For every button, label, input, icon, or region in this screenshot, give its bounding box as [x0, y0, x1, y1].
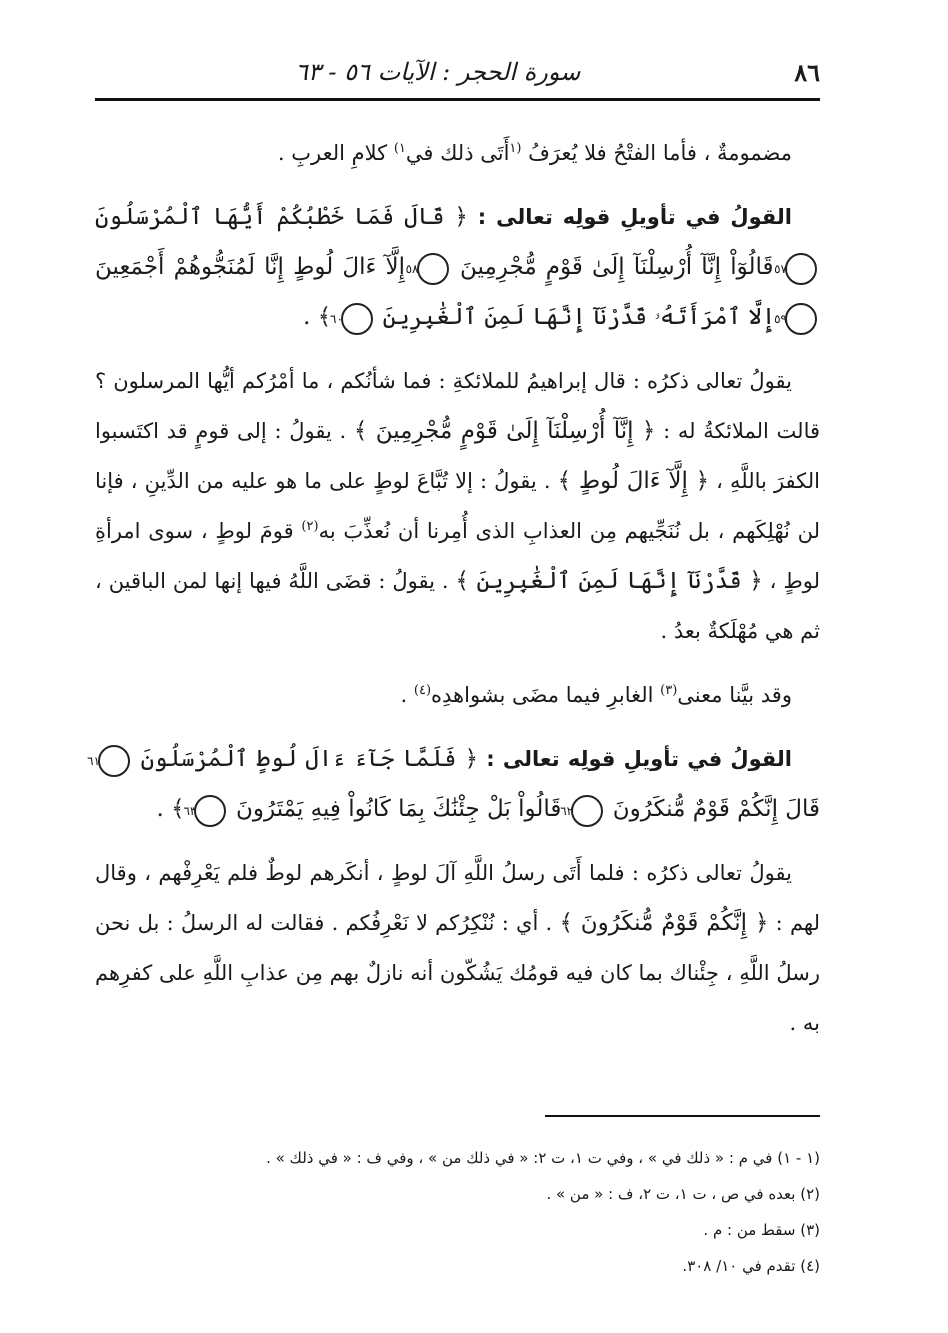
- quran-verse: إِلَّا ٱمْرَأَتَهُۥ قَدَّرْنَآ إِنَّهَا لَمِنَ ٱلْغَٰبِرِينَ: [382, 304, 776, 330]
- footnote-2: (٢) بعده في ص ، ت ١، ت ٢، ف : « من » .: [546, 1185, 820, 1203]
- quran-quote: ﴿ قَدَّرْنَآ إِنَّهَا لَمِنَ ٱلْغَٰبِرِينَ ﴾: [455, 568, 763, 594]
- paragraph-5: [87, 734, 820, 834]
- footnote-4: (٤) تقدم في ١٠/ ٣٠٨.: [682, 1257, 820, 1275]
- running-title: سورة الحجر : الآيات ٥٦ - ٦٣: [295, 58, 581, 86]
- page-number: ٨٦: [794, 57, 820, 87]
- paragraph-6: [95, 848, 820, 1048]
- text-run: يقولُ تعالى ذكرُه : قال إبراهيمُ للملائكةِ : فما شأنُكم ، ما أمْرُكم أيُّها المرسلون ؟ قالت الملائكةُ له :: [95, 369, 821, 443]
- text-run: كلامِ العربِ .: [277, 141, 394, 165]
- text-run: وقد بيَّنا معنى: [677, 683, 792, 707]
- quran-verse: إِلَّآ ءَالَ لُوطٍ إِنَّا لَمُنَجُّوهُمْ أَجْمَعِينَ: [95, 254, 405, 280]
- quran-verse: قَالُوٓاْ إِنَّآ أُرْسِلْنَآ إِلَىٰ قَوْمٍ مُّجْرِمِينَ: [460, 254, 774, 280]
- main-text: [87, 128, 821, 1048]
- quran-quote: ﴿ إِلَّآ ءَالَ لُوطٍ ﴾: [557, 468, 710, 494]
- paragraph-3: [95, 356, 820, 656]
- quran-bracket: ﴾ .: [303, 304, 332, 330]
- text-run: .: [400, 683, 414, 707]
- page-header: [95, 52, 820, 92]
- paragraph-1: [95, 128, 820, 178]
- footnote-3: (٣) سقط من : م .: [703, 1221, 820, 1239]
- footnote-ref: (٢): [301, 519, 319, 534]
- text-run: الغابرِ فيما مضَى بشواهدِه: [431, 683, 661, 707]
- paragraph-4: [95, 670, 820, 720]
- footnote-ref: ١): [393, 141, 406, 156]
- text-run: أَتَى ذلك في: [405, 141, 510, 165]
- footnote-rule: [545, 1115, 820, 1117]
- section-lead: القولُ في تأويلِ قولِه تعالى :: [467, 205, 792, 229]
- text-run: . يقولُ : إلى قومٍ قد اكتَسبوا الكفرَ باللَّهِ ،: [95, 419, 821, 493]
- text-run: يقولُ تعالى ذكرُه : فلما أَتَى رسلُ اللَّهِ آلَ لوطٍ ، أنكَرهم لوطٌ فلم يَعْرِفْهم ، وقال لهم :: [95, 861, 821, 935]
- quran-quote: ﴿ إِنَّكُمْ قَوْمٌ مُّنكَرُونَ ﴾: [559, 910, 769, 936]
- paragraph-2: [95, 192, 820, 342]
- quran-quote: ﴿ إِنَّآ أُرْسِلْنَآ إِلَىٰ قَوْمٍ مُّجْرِمِينَ ﴾: [353, 418, 656, 444]
- verse-number-marker: ٥٧: [785, 253, 817, 285]
- footnote-ref: (١: [509, 141, 522, 156]
- quran-verse: ﴿ قَالَ فَمَا خَطْبُكُمْ أَيُّهَا ٱلْمُرْسَلُونَ: [95, 204, 468, 230]
- quran-verse: ﴿ فَلَمَّا جَآءَ ءَالَ لُوطٍ ٱلْمُرْسَلُونَ: [140, 746, 479, 772]
- quran-verse: قَالَ إِنَّكُمْ قَوْمٌ مُّنكَرُونَ: [612, 796, 820, 822]
- header-rule: [95, 98, 820, 101]
- verse-number-marker: ٦٠: [341, 303, 373, 335]
- verse-number-marker: ٦٣: [194, 795, 226, 827]
- quran-verse: قَالُواْ بَلْ جِئْنَٰكَ بِمَا كَانُواْ فِيهِ يَمْتَرُونَ: [236, 796, 562, 822]
- footnote-ref: (٣): [660, 683, 678, 698]
- verse-number-marker: ٥٨: [417, 253, 449, 285]
- footnotes: [95, 1140, 820, 1284]
- text-run: قومَ لوطٍ ، سوى امرأةِ لوطٍ ،: [95, 519, 820, 593]
- footnote-ref: (٤): [413, 683, 432, 698]
- quran-bracket: ﴾ .: [156, 796, 185, 822]
- text-run: . يقولُ : إلا تُبَّاعَ لوطٍ على ما هو عليه من الدِّينِ ، فإنا لن نُهْلِكَهم ، بل نُنَجِّيهم مِن العذابِ الذى أُمِرنا أن نُعذِّبَ به: [95, 469, 820, 543]
- footnote-1: (١ - ١) في م : « ذلك في » ، وفي ت ١، ت ٢: « في ذلك من » ، وفي ف : « في ذلك » .: [266, 1149, 820, 1167]
- verse-number-marker: ٦١: [98, 745, 130, 777]
- section-lead: القولُ في تأويلِ قولِه تعالى :: [478, 747, 793, 771]
- text-run: . يقولُ : قضَى اللَّهُ فيها إنها لمن الباقين ، ثم هي مُهْلَكةٌ بعدُ .: [95, 569, 820, 643]
- verse-number-marker: ٦٢: [571, 795, 603, 827]
- text-run: مضمومةٌ ، فأما الفتْحُ فلا يُعرَفُ: [521, 141, 792, 165]
- text-run: . أي : نُنْكِرُكم لا نَعْرِفُكم . فقالت له الرسلُ : بل نحن رسلُ اللَّهِ ، جِئْناك بما كان فيه قومُك يَشُكّون أنه نازلٌ بهم مِن عذابِ اللَّهِ على كفرِهم به .: [95, 911, 820, 1035]
- verse-number-marker: ٥٩: [785, 303, 817, 335]
